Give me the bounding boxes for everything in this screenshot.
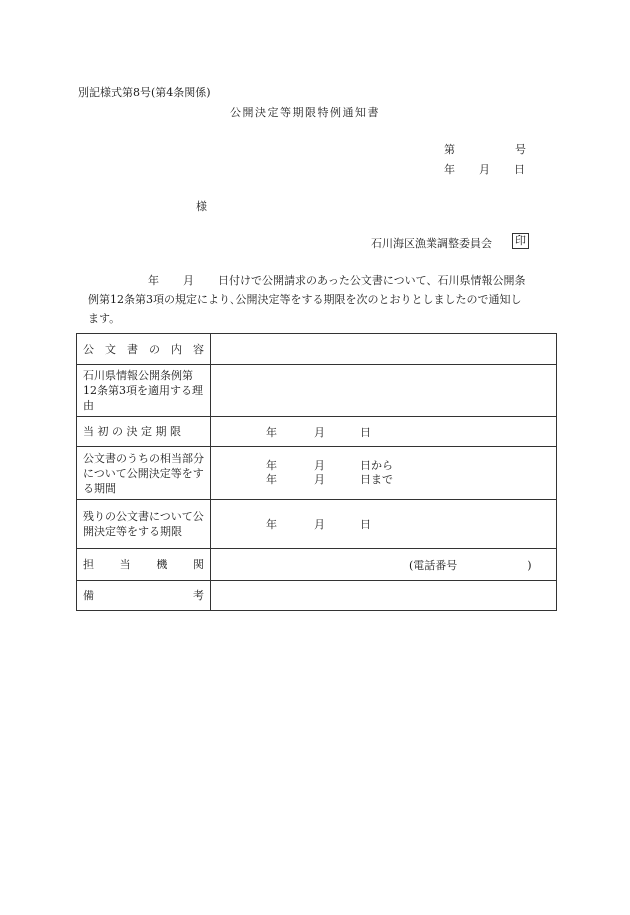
document-title: 公開決定等期限特例通知書 <box>230 106 380 119</box>
phone-close: ) <box>527 558 532 572</box>
table-row <box>77 549 557 581</box>
row-value <box>211 365 557 417</box>
row-value <box>211 447 557 500</box>
table-row <box>77 500 557 549</box>
form-id: 別記様式第8号(第4条関係) <box>78 86 211 99</box>
body-year: 年 <box>148 274 159 287</box>
label-remarks: 備 考 <box>83 589 204 602</box>
issuer: 石川海区漁業調整委員会 <box>371 237 492 250</box>
table-row <box>77 581 557 611</box>
number-prefix: 第 <box>444 143 455 156</box>
seal-stamp: 印 <box>512 233 529 249</box>
row-value <box>211 334 557 365</box>
remaining-deadline: 年 月 日 <box>266 518 371 531</box>
row-value <box>211 549 557 581</box>
label-department: 担 当 機 関 <box>83 558 204 571</box>
period-from: 年 月 日から <box>266 459 393 472</box>
body-line1-text: 日付けで公開請求のあった公文書について、石川県情報公開条 <box>218 274 526 287</box>
period-to: 年 月 日まで <box>266 473 393 486</box>
row-label <box>77 581 211 611</box>
row-value <box>211 500 557 549</box>
body-month: 月 <box>183 274 194 287</box>
row-label: 石川県情報公開条例第12条第3項を適用する理由 <box>77 365 211 417</box>
phone-label: (電話番号 <box>409 558 458 572</box>
document-number <box>444 141 526 157</box>
label-content-of-document: 公 文 書 の 内 容 <box>83 342 204 356</box>
row-label <box>77 334 211 365</box>
row-label: 当 初 の 決 定 期 限 <box>77 417 211 447</box>
document-date <box>444 161 525 177</box>
date-month: 月 <box>479 163 490 176</box>
row-value <box>211 581 557 611</box>
number-suffix: 号 <box>515 143 526 156</box>
table-row <box>77 365 557 417</box>
initial-deadline: 年 月 日 <box>266 425 371 439</box>
row-value <box>211 417 557 447</box>
body-line-1 <box>148 271 525 290</box>
body-line-2: 例第12条第3項の規定により､公開決定等をする期限を次のとおりとしましたので通知し <box>88 293 522 306</box>
row-label <box>77 549 211 581</box>
addressee: 様 <box>196 200 207 213</box>
notice-table <box>76 333 557 611</box>
row-label: 残りの公文書について公開決定等をする期限 <box>77 500 211 549</box>
date-day: 日 <box>514 163 525 176</box>
table-row <box>77 447 557 500</box>
table-row <box>77 334 557 365</box>
date-year: 年 <box>444 163 455 176</box>
table-row <box>77 417 557 447</box>
row-label: 公文書のうちの相当部分について公開決定等をする期間 <box>77 447 211 500</box>
body-line-3: ます。 <box>88 312 121 325</box>
